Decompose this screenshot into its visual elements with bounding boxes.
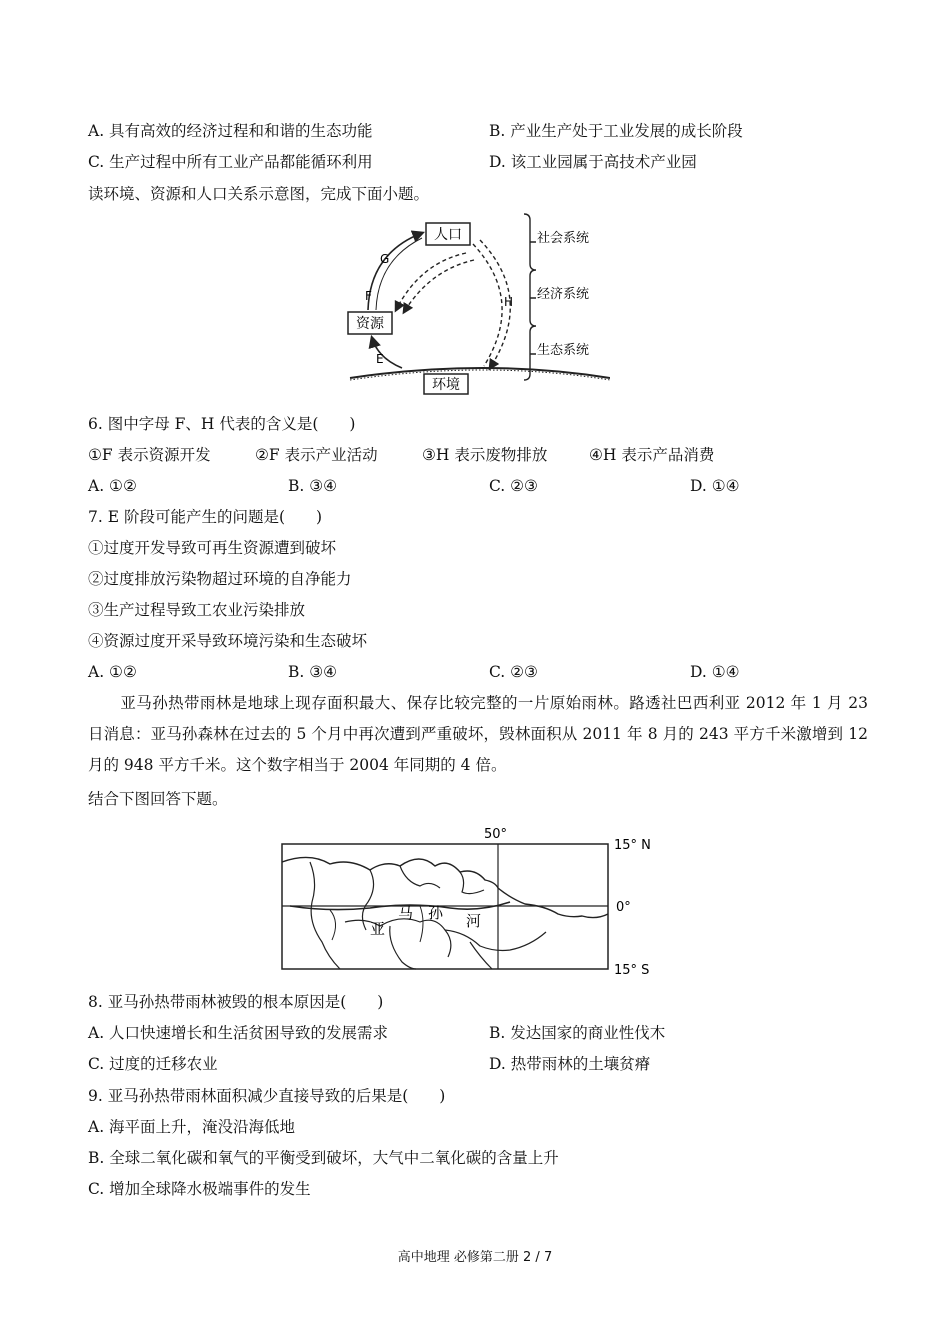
- env-resource-population-diagram: [340, 208, 610, 398]
- q6-item-4: ④H 表示产品消费: [589, 446, 715, 464]
- q9-option-b: B. 全球二氧化碳和氧气的平衡受到破坏，大气中二氧化碳的含量上升: [88, 1149, 559, 1167]
- ecological-system-label: 生态系统: [537, 343, 590, 358]
- page-footer: 高中地理 必修第二册 2 / 7: [397, 1250, 553, 1265]
- q5-option-b: B. 产业生产处于工业发展的成长阶段: [489, 122, 743, 140]
- q7-item-3: ③生产过程导致工农业污染排放: [88, 601, 306, 619]
- q6-option-c: C. ②③: [489, 477, 538, 495]
- arrow-dashed-1: [396, 253, 466, 310]
- q7-option-a: A. ①②: [88, 663, 137, 681]
- q6-option-a: A. ①②: [88, 477, 137, 495]
- q6-stem: 6. 图中字母 F、H 代表的含义是( ): [88, 415, 356, 433]
- resources-label: 资源: [356, 316, 384, 332]
- diagram-intro: 读环境、资源和人口关系示意图，完成下面小题。: [88, 185, 430, 203]
- q9-option-a: A. 海平面上升，淹没沿海低地: [88, 1118, 296, 1136]
- q7-item-1: ①过度开发导致可再生资源遭到破坏: [88, 539, 337, 557]
- q8-option-d: D. 热带雨林的土壤贫瘠: [489, 1055, 651, 1073]
- map-lat-0: 0°: [616, 900, 631, 915]
- q8-option-c: C. 过度的迁移农业: [88, 1055, 218, 1073]
- q7-stem: 7. E 阶段可能产生的问题是( ): [88, 508, 323, 526]
- amazon-passage-text: 亚马孙热带雨林是地球上现存面积最大、保存比较完整的一片原始雨林。路透社巴西利亚 2012 年 1 月 23 日消息：亚马孙森林在过去的 5 个月中再次遭到严重破坏，毁林面积从 2011 年 8 月的 243 平方千米激增到 12 月的 948 平方千米。这个数字相当于 2004 年同期的 4 倍。: [88, 694, 868, 774]
- economic-system-label: 经济系统: [537, 287, 590, 302]
- q8-stem: 8. 亚马孙热带雨林被毁的根本原因是( ): [88, 993, 384, 1011]
- q7-item-2: ②过度排放污染物超过环境的自净能力: [88, 570, 352, 588]
- letter-h: H: [504, 295, 514, 309]
- q7-option-c: C. ②③: [489, 663, 538, 681]
- map-lon-50: 50°: [484, 827, 508, 842]
- q9-option-c: C. 增加全球降水极端事件的发生: [88, 1180, 311, 1198]
- q7-option-d: D. ①④: [690, 663, 740, 681]
- q5-option-a: A. 具有高效的经济过程和和谐的生态功能: [88, 122, 373, 140]
- q6-item-2: ②F 表示产业活动: [255, 446, 378, 464]
- q6-option-d: D. ①④: [690, 477, 740, 495]
- population-label: 人口: [434, 227, 462, 243]
- map-lat-15n: 15° N: [614, 838, 651, 853]
- map-lat-15s: 15° S: [614, 963, 650, 978]
- map-river-char-ma: 马: [398, 904, 414, 922]
- amazon-map: [270, 822, 670, 980]
- letter-g: G: [380, 252, 390, 266]
- q6-item-3: ③H 表示废物排放: [422, 446, 548, 464]
- q8-option-a: A. 人口快速增长和生活贫困导致的发展需求: [88, 1024, 389, 1042]
- map-intro: 结合下图回答下题。: [88, 790, 228, 808]
- letter-e: E: [376, 352, 384, 366]
- environment-label: 环境: [432, 377, 460, 393]
- amazon-passage: [88, 688, 868, 781]
- q5-option-c: C. 生产过程中所有工业产品都能循环利用: [88, 153, 373, 171]
- arrow-dashed-2: [404, 260, 474, 312]
- social-system-label: 社会系统: [537, 231, 590, 246]
- letter-f: F: [365, 289, 372, 303]
- q8-option-b: B. 发达国家的商业性伐木: [489, 1024, 666, 1042]
- map-river-char-ya: 亚: [370, 920, 386, 938]
- q9-stem: 9. 亚马孙热带雨林面积减少直接导致的后果是( ): [88, 1087, 446, 1105]
- map-river-char-sun: 孙: [428, 904, 444, 922]
- q6-option-b: B. ③④: [288, 477, 338, 495]
- q7-item-4: ④资源过度开采导致环境污染和生态破坏: [88, 632, 368, 650]
- q5-option-d: D. 该工业园属于高技术产业园: [489, 153, 697, 171]
- q7-option-b: B. ③④: [288, 663, 338, 681]
- q6-item-1: ①F 表示资源开发: [88, 446, 211, 464]
- map-river-char-he: 河: [466, 912, 482, 930]
